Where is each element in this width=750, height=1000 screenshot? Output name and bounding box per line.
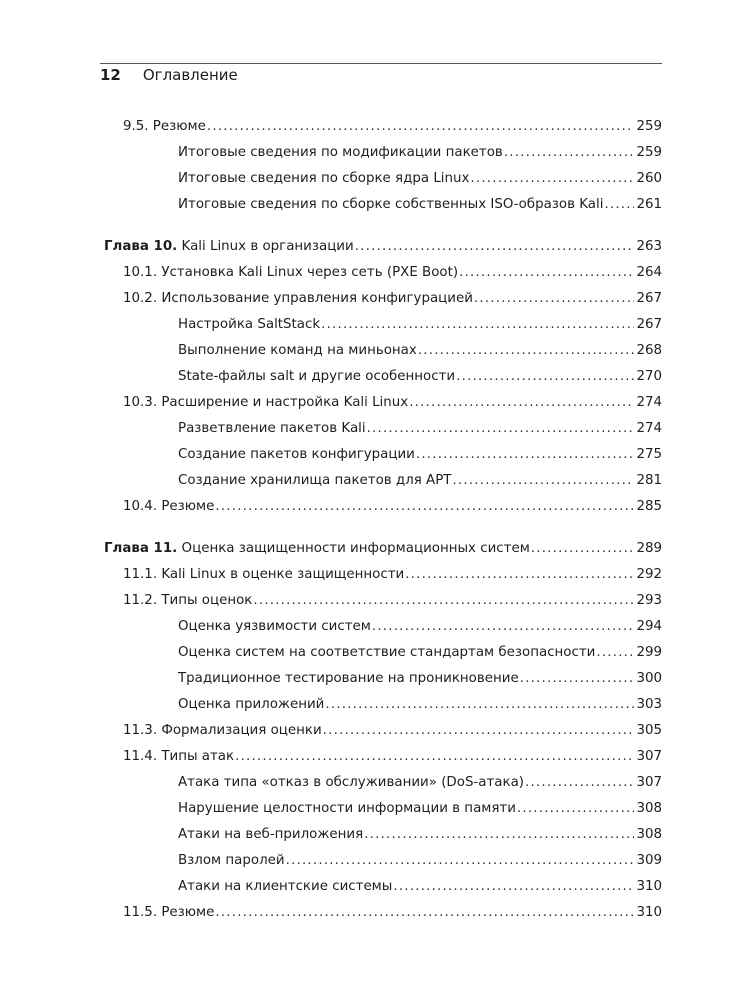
dot-leader — [517, 796, 635, 822]
toc-entry-title: 11.3. Формализация оценки — [123, 723, 322, 738]
dot-leader — [325, 692, 634, 718]
dot-leader — [215, 494, 634, 520]
toc-entry-title: Взлом паролей — [178, 853, 285, 868]
toc-page-number: 293 — [636, 593, 662, 608]
toc-entry[interactable] — [100, 166, 662, 192]
toc-page-number: 308 — [636, 827, 662, 842]
toc-page-number: 259 — [636, 145, 662, 160]
dot-leader — [416, 442, 635, 468]
toc-chapter-11[interactable] — [100, 536, 662, 562]
toc-page-number: 275 — [636, 447, 662, 462]
toc-entry[interactable] — [100, 562, 662, 588]
chapter-label: Kali Linux в организации — [181, 239, 354, 254]
dot-leader — [393, 874, 634, 900]
dot-leader — [409, 390, 634, 416]
toc-page-number: 259 — [636, 119, 662, 134]
dot-leader — [470, 166, 634, 192]
toc-entry-title: Создание хранилища пакетов для APT — [178, 473, 452, 488]
toc-page-number: 268 — [636, 343, 662, 358]
toc-entry[interactable] — [100, 468, 662, 494]
dot-leader — [525, 770, 634, 796]
toc-entry-title: Атаки на клиентские системы — [178, 879, 393, 894]
dot-leader — [452, 468, 634, 494]
dot-leader — [215, 900, 634, 926]
toc-entry-title: 10.4. Резюме — [123, 499, 215, 514]
toc-entry[interactable] — [100, 692, 662, 718]
toc-page-number: 270 — [636, 369, 662, 384]
toc-page-number: 309 — [636, 853, 662, 868]
toc-page-number: 303 — [636, 697, 662, 712]
dot-leader — [355, 234, 635, 260]
toc-page-number: 281 — [636, 473, 662, 488]
toc-entry[interactable] — [100, 140, 662, 166]
toc-entry-title: State-файлы salt и другие особенности — [178, 369, 456, 384]
toc-page-number: 294 — [636, 619, 662, 634]
toc-page-number: 267 — [636, 317, 662, 332]
dot-leader — [367, 416, 635, 442]
toc-entry[interactable] — [100, 614, 662, 640]
toc-page-number: 274 — [636, 395, 662, 410]
toc-page-number: 310 — [636, 879, 662, 894]
toc-chapter-title — [104, 234, 354, 260]
dot-leader — [474, 286, 635, 312]
toc-entry-title: Атаки на веб-приложения — [178, 827, 364, 842]
toc-entry-title: Создание пакетов конфигурации — [178, 447, 415, 462]
toc-entry-title: 11.2. Типы оценок — [123, 593, 253, 608]
toc-entry[interactable] — [100, 364, 662, 390]
header-divider — [100, 63, 662, 64]
dot-leader — [531, 536, 635, 562]
toc-entry-title: Оценка систем на соответствие стандартам безопасности — [178, 645, 596, 660]
dot-leader — [456, 364, 634, 390]
toc-entry[interactable] — [100, 390, 662, 416]
toc-entry[interactable] — [100, 312, 662, 338]
toc-entry-title: Нарушение целостности информации в памяти — [178, 801, 516, 816]
toc-entry[interactable] — [100, 718, 662, 744]
toc-entry[interactable] — [100, 874, 662, 900]
toc-page-number: 264 — [636, 265, 662, 280]
toc-entry-title: Настройка SaltStack — [178, 317, 321, 332]
toc-page-number: 300 — [636, 671, 662, 686]
toc-entry[interactable] — [100, 338, 662, 364]
toc-entry-title: Традиционное тестирование на проникновение — [178, 671, 519, 686]
toc-page-number: 274 — [636, 421, 662, 436]
dot-leader — [372, 614, 635, 640]
toc-entry-title: Выполнение команд на миньонах — [178, 343, 417, 358]
dot-leader — [504, 140, 635, 166]
dot-leader — [596, 640, 634, 666]
toc-entry-title: Итоговые сведения по сборке собственных ISO-образов Kali — [178, 197, 604, 212]
toc-entry-title: 11.4. Типы атак — [123, 749, 235, 764]
dot-leader — [520, 666, 635, 692]
toc-entry-title: Оценка уязвимости систем — [178, 619, 371, 634]
toc-page-number: 260 — [636, 171, 662, 186]
toc-page-number: 285 — [636, 499, 662, 514]
dot-leader — [405, 562, 634, 588]
toc-page-number: 263 — [636, 239, 662, 254]
toc-entry-title: 10.1. Установка Kali Linux через сеть (PXE Boot) — [123, 265, 459, 280]
toc-entry-title: Итоговые сведения по модификации пакетов — [178, 145, 503, 160]
toc-page-number: 261 — [636, 197, 662, 212]
toc-page-number: 310 — [636, 905, 662, 920]
toc-entry[interactable] — [100, 494, 662, 520]
toc-entry-title: Разветвление пакетов Kali — [178, 421, 366, 436]
dot-leader — [253, 588, 634, 614]
toc-page-number: 267 — [636, 291, 662, 306]
toc-entry[interactable] — [100, 588, 662, 614]
dot-leader — [459, 260, 634, 286]
chapter-prefix: Глава 11. — [104, 541, 178, 556]
toc-page-number: 307 — [636, 749, 662, 764]
toc-page-number: 289 — [636, 541, 662, 556]
toc-entry[interactable] — [100, 666, 662, 692]
toc-entry[interactable] — [100, 822, 662, 848]
running-title: Оглавление — [142, 66, 238, 84]
toc-entry[interactable] — [100, 770, 662, 796]
chapter-prefix: Глава 10. — [104, 239, 178, 254]
toc-entry[interactable] — [100, 286, 662, 312]
toc-entry-title: Атака типа «отказ в обслуживании» (DoS-атака) — [178, 775, 524, 790]
toc-entry[interactable] — [100, 192, 662, 218]
toc-entry[interactable] — [100, 744, 662, 770]
toc-chapter-title — [104, 536, 530, 562]
toc-entry-title: 11.1. Kali Linux в оценке защищенности — [123, 567, 405, 582]
toc-entry-title: 10.2. Использование управления конфигурацией — [123, 291, 473, 306]
dot-leader — [364, 822, 634, 848]
dot-leader — [207, 114, 635, 140]
toc-entry-title: 10.3. Расширение и настройка Kali Linux — [123, 395, 409, 410]
page-header — [100, 66, 660, 86]
toc-page-number: 305 — [636, 723, 662, 738]
toc-entry[interactable] — [100, 900, 662, 926]
dot-leader — [286, 848, 635, 874]
table-of-contents — [100, 114, 662, 926]
page-number: 12 — [100, 66, 121, 84]
toc-page-number: 308 — [636, 801, 662, 816]
toc-entry-title: 9.5. Резюме — [123, 119, 206, 134]
dot-leader — [323, 718, 635, 744]
dot-leader — [321, 312, 634, 338]
toc-entry[interactable] — [100, 848, 662, 874]
toc-entry[interactable] — [100, 796, 662, 822]
toc-entry-title: Оценка приложений — [178, 697, 325, 712]
toc-page-number: 307 — [636, 775, 662, 790]
chapter-label: Оценка защищенности информационных систем — [181, 541, 530, 556]
toc-entry-title: Итоговые сведения по сборке ядра Linux — [178, 171, 470, 186]
toc-entry-title: 11.5. Резюме — [123, 905, 215, 920]
toc-entry-9-5[interactable] — [100, 114, 662, 140]
toc-entry[interactable] — [100, 442, 662, 468]
dot-leader — [418, 338, 635, 364]
dot-leader — [604, 192, 634, 218]
toc-chapter-10[interactable] — [100, 234, 662, 260]
toc-page-number: 299 — [636, 645, 662, 660]
toc-entry[interactable] — [100, 260, 662, 286]
toc-entry[interactable] — [100, 640, 662, 666]
dot-leader — [235, 744, 634, 770]
toc-page-number: 292 — [636, 567, 662, 582]
toc-entry[interactable] — [100, 416, 662, 442]
